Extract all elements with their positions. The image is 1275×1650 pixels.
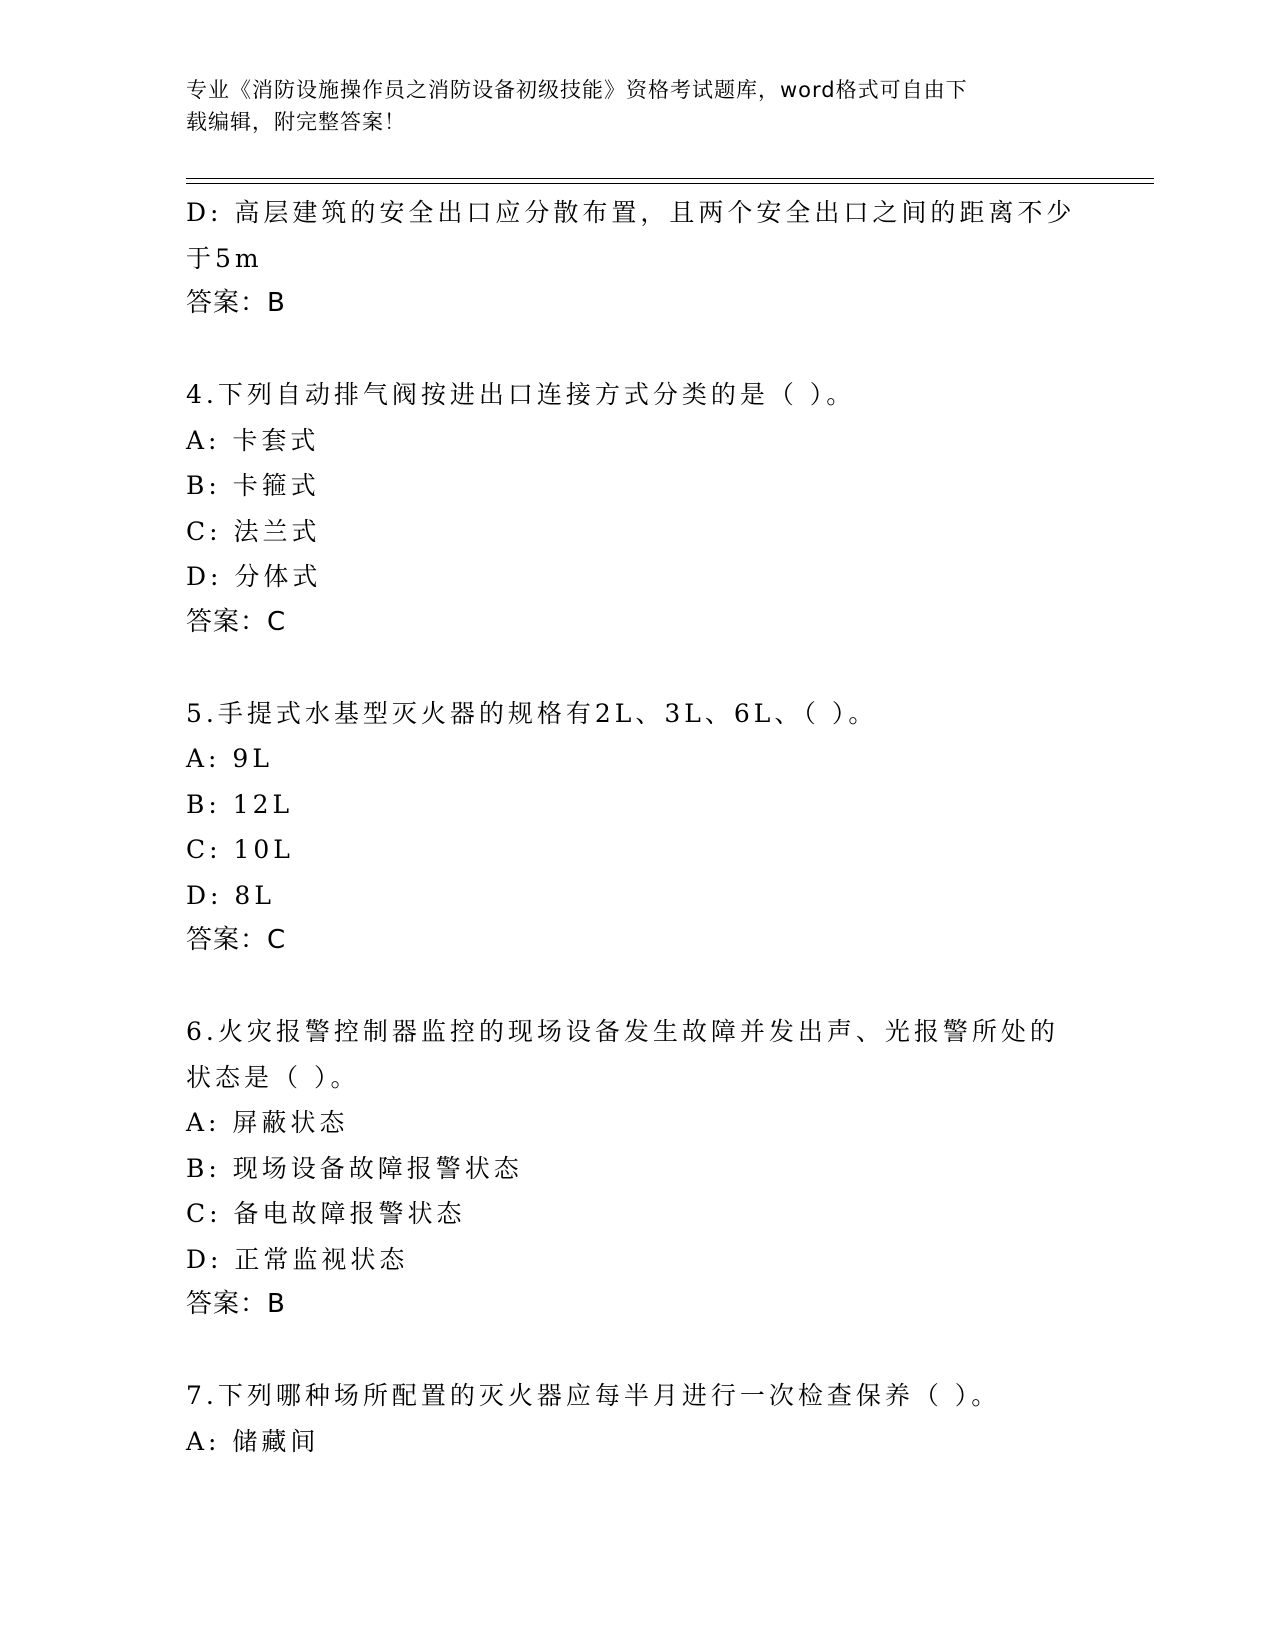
spacer xyxy=(186,327,1086,373)
option-d-line-1: D: 高层建筑的安全出口应分散布置，且两个安全出口之间的距离不少 xyxy=(186,198,1076,227)
option-a: A: 9L xyxy=(186,744,273,773)
header-line-2: 载编辑，附完整答案！ xyxy=(186,110,406,134)
question-4 xyxy=(186,372,1086,645)
spacer xyxy=(186,645,1086,691)
option-c: C: 备电故障报警状态 xyxy=(186,1199,466,1228)
option-d: D: 8L xyxy=(186,880,275,910)
page-header xyxy=(186,74,1086,138)
option-b: B: 12L xyxy=(186,789,294,819)
option-c: C: 法兰式 xyxy=(186,516,321,546)
answer-line: 答案：C xyxy=(186,925,287,955)
option-d: D: 正常监视状态 xyxy=(186,1244,409,1274)
option-a: A: 储藏间 xyxy=(186,1426,320,1456)
option-b: B: 卡箍式 xyxy=(186,471,320,500)
spacer xyxy=(186,1328,1086,1374)
question-6 xyxy=(186,1009,1086,1328)
option-a: A: 屏蔽状态 xyxy=(186,1108,349,1137)
option-d: D: 分体式 xyxy=(186,562,322,591)
option-d-line-2: 于5m xyxy=(186,243,263,273)
header-rule-bottom xyxy=(186,183,1154,184)
question-stem-line-1: 6.火灾报警控制器监控的现场设备发生故障并发出声、光报警所处的 xyxy=(186,1017,1059,1046)
question-stem-line-2: 状态是（ ）。 xyxy=(186,1062,360,1092)
answer-line: 答案：B xyxy=(186,288,286,318)
question-content xyxy=(186,190,1086,1464)
question-7 xyxy=(186,1373,1086,1464)
carryover-block xyxy=(186,190,1086,327)
question-5 xyxy=(186,691,1086,964)
answer-line: 答案：C xyxy=(186,606,287,637)
question-stem: 7.下列哪种场所配置的灭火器应每半月进行一次检查保养（ ）。 xyxy=(186,1381,1001,1410)
option-b: B: 现场设备故障报警状态 xyxy=(186,1153,523,1183)
answer-line: 答案：B xyxy=(186,1289,286,1319)
question-stem: 4.下列自动排气阀按进出口连接方式分类的是（ ）。 xyxy=(186,380,856,409)
spacer xyxy=(186,964,1086,1010)
header-line-1: 专业《消防设施操作员之消防设备初级技能》资格考试题库，word格式可自由下 xyxy=(186,78,968,102)
question-stem: 5.手提式水基型灭火器的规格有2L、3L、6L、（ ）。 xyxy=(186,698,878,728)
option-c: C: 10L xyxy=(186,835,294,864)
option-a: A: 卡套式 xyxy=(186,425,320,455)
header-rule-top xyxy=(186,178,1154,179)
